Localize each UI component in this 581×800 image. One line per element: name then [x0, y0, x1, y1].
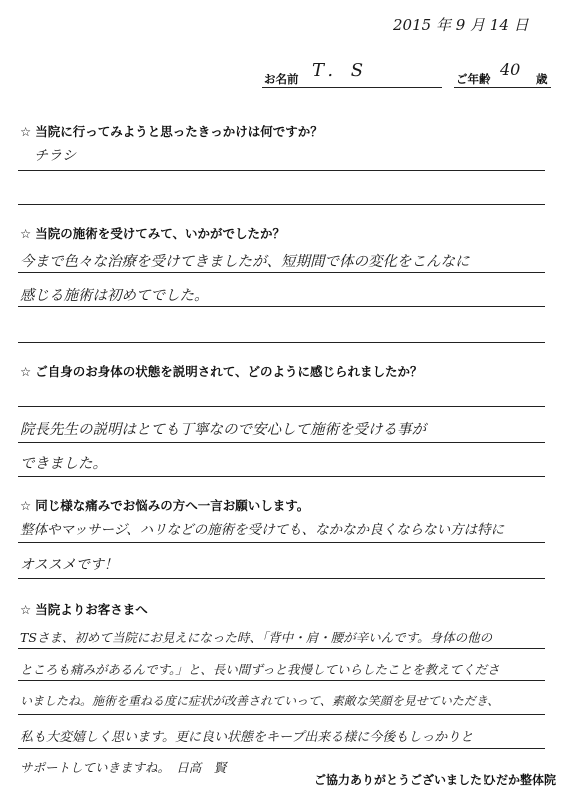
star-icon: ☆ [20, 364, 32, 379]
question-2 [20, 224, 285, 242]
answer-2-line-1: 今まで色々な治療を受けてきましたが、短期間で体の変化をこんなに [20, 254, 470, 270]
answer-3-line-1: 院長先生の説明はとても丁寧なので安心して施術を受ける事が [20, 422, 426, 438]
answer-rule [18, 680, 545, 681]
answer-3-line-2: できました。 [20, 456, 107, 472]
question-5 [20, 600, 148, 618]
question-1 [20, 122, 323, 140]
answer-rule [18, 442, 545, 443]
answer-4-line-1: 整体やマッサージ、ハリなどの施術を受けても、なかなか良くならない方は特に [20, 522, 505, 538]
answer-rule [18, 648, 545, 649]
question-4 [20, 496, 309, 514]
answer-2-line-2: 感じる施術は初めてでした。 [20, 288, 209, 304]
answer-rule [18, 170, 545, 171]
answer-rule [18, 406, 545, 407]
question-2-text: 当院の施術を受けてみて、いかがでしたか？ [35, 226, 285, 241]
answer-rule [18, 748, 545, 749]
question-3 [20, 362, 422, 380]
answer-4-line-2: オススメです！ [20, 557, 118, 573]
answer-1-line-1: チラシ [34, 148, 76, 164]
answer-rule [18, 578, 545, 579]
clinic-name: ひだか整体院 [484, 773, 557, 787]
answer-rule [18, 306, 545, 307]
answer-5-line-2: ところも痛みがあるんです。」と、長い間ずっと我慢していらしたことを教えてくださ [20, 662, 500, 677]
answer-rule [18, 542, 545, 543]
answer-rule [18, 342, 545, 343]
question-1-text: 当院に行ってみようと思ったきっかけは何ですか？ [35, 124, 323, 139]
question-4-text: 同じ様な痛みでお悩みの方へ一言お願いします。 [35, 498, 310, 513]
answer-5-line-4: 私も大変嬉しく思います。更に良い状態をキープ出来る様に今後もしっかりと [20, 730, 474, 745]
footer-thanks: ご協力ありがとうございました！ [314, 773, 495, 787]
survey-date: 2015 年 9 月 14 日 [393, 16, 529, 34]
star-icon: ☆ [20, 226, 32, 241]
age-value: 40 [500, 60, 521, 79]
answer-rule [18, 272, 545, 273]
star-icon: ☆ [20, 124, 32, 139]
answer-5-line-5: サポートしていきますね。 日高 賢 [20, 760, 227, 775]
age-underline [454, 87, 551, 88]
question-3-text: ご自身のお身体の状態を説明されて、どのように感じられましたか？ [35, 364, 423, 379]
star-icon: ☆ [20, 498, 32, 513]
age-unit: 歳 [536, 72, 548, 86]
answer-5-line-1: TSさま、初めて当院にお見えになった時、「背中・肩・腰が辛いんです。身体の他の [20, 630, 493, 645]
name-label: お名前 [264, 72, 299, 86]
answer-5-line-3: いましたね。施術を重ねる度に症状が改善されていって、素敵な笑顔を見せていただき、 [20, 694, 500, 708]
answer-rule [18, 476, 545, 477]
name-underline [262, 87, 442, 88]
answer-rule [18, 714, 545, 715]
age-label: ご年齢 [456, 72, 491, 86]
answer-rule [18, 204, 545, 205]
question-5-text: 当院よりお客さまへ [35, 602, 148, 617]
star-icon: ☆ [20, 602, 32, 617]
name-value: T. S [312, 60, 370, 81]
